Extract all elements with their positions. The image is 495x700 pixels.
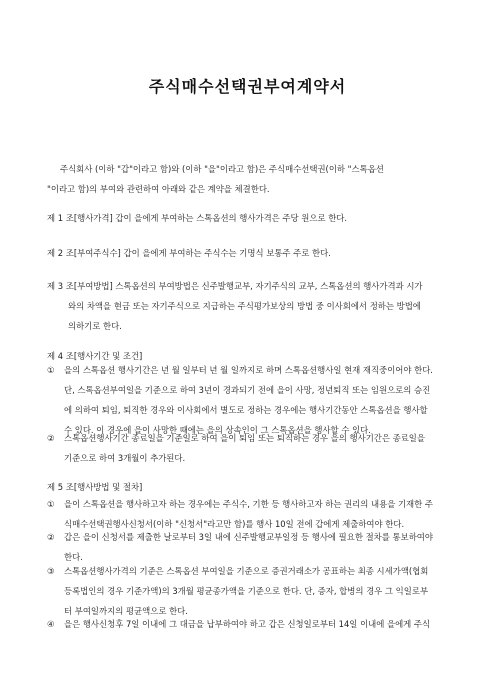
clause-text: 을은 행사신청후 7일 이내에 그 대금을 납부하여야 하고 갑은 신청일로부터 14일 이내에 을에게 주식 (64, 619, 431, 629)
intro-line-1: 주식회사 (이하 "갑"이라고 함)와 (이하 "을"이라고 함)은 주식매수선택권(이하 "스톡옵션 (60, 164, 384, 174)
clause-text: 갑은 을이 신청서를 제출한 날로부터 3일 내에 신주발행교부일정 등 행사에 필요한 절차를 통보하여야 (64, 532, 433, 542)
clause-number: ④ (47, 619, 55, 629)
clause-text: 을의 스톡옵션 행사기간은 년 월 일부터 년 월 일까지로 하며 스톡옵션행사일 현재 재직중이어야 한다. (64, 365, 433, 375)
article-3-line-3: 의하기로 한다. (68, 321, 122, 331)
article-5-clause-3 (47, 561, 467, 621)
clause-number: ② (47, 532, 55, 542)
clause-text: 스톡옵션행사가격의 기준은 스톡옵션 부여일을 기준으로 증권거래소가 공표하는 최종 시세가액(협회 (64, 566, 429, 576)
intro-line-2: "이라고 함)의 부여와 관련하여 아래와 같은 계약을 체결한다. (47, 184, 270, 194)
clause-text: 에 의하여 퇴임, 퇴직한 경우와 이사회에서 별도로 정하는 경우에는 행사기간동안 스톡옵션을 행사할 (64, 405, 428, 415)
article-3-line-2: 와의 차액을 현금 또는 자기주식으로 지급하는 주식평가보상의 방법 중 이사회에서 정하는 방법에 (68, 301, 421, 311)
clause-text: 수 있다. 이 경우에 을이 사망한 때에는 을의 상속인이 그 스톡옵션을 행사할 수 있다. (64, 425, 371, 435)
article-4-clause-2 (47, 428, 467, 468)
article-1: 제 1 조[행사가격] 갑이 을에게 부여하는 스톡옵션의 행사가격은 주당 원으로 한다. (47, 213, 348, 223)
clause-text: 스톡옵션행사기간 종료일을 기준일로 하여 을이 퇴임 또는 퇴직하는 경우 을의 행사기간은 종료일을 (64, 433, 425, 443)
clause-text: 등록법인의 경우 기준가액)의 3개월 평균종가액을 기준으로 한다. 단, 증자, 합병의 경우 그 익일로부 (64, 586, 429, 596)
clause-number: ① (47, 499, 55, 509)
document-title: 주식매수선택권부여계약서 (148, 77, 347, 96)
article-3-line-1: 제 3 조[부여방법] 스톡옵션의 부여방법은 신주발행교부, 자기주식의 교부, 스톡옵션의 행사가격과 시가 (47, 281, 423, 291)
clause-text: 식매수선택권행사신청서(이하 "신청서"라고만 함)를 행사 10일 전에 갑에게 제출하여야 한다. (64, 519, 405, 529)
article-5-clause-4 (47, 614, 467, 634)
article-3 (47, 276, 467, 336)
clause-text: 단, 스톡옵션부여일을 기준으로 하여 3년이 경과되기 전에 을이 사망, 정년퇴직 또는 임원으로의 승진 (64, 385, 431, 395)
clause-text: 기준으로 하여 3개월이 추가된다. (64, 453, 186, 463)
article-5-heading: 제 5 조[행사방법 및 절차] (47, 482, 143, 492)
clause-text: 한다. (64, 552, 83, 562)
article-2: 제 2 조[부여주식수] 갑이 을에게 부여하는 주식수는 기명식 보통주 주로 한다. (47, 248, 331, 258)
article-4-heading: 제 4 조[행사기간 및 조건] (47, 351, 143, 361)
clause-number: ③ (47, 566, 55, 576)
clause-number: ① (47, 365, 55, 375)
clause-number: ② (47, 433, 55, 443)
clause-text: 을이 스톡옵션을 행사하고자 하는 경우에는 주식수, 기한 등 행사하고자 하는 권리의 내용을 기재한 주 (64, 499, 433, 509)
clause-text: 터 부여일까지의 평균액으로 한다. (64, 606, 188, 616)
